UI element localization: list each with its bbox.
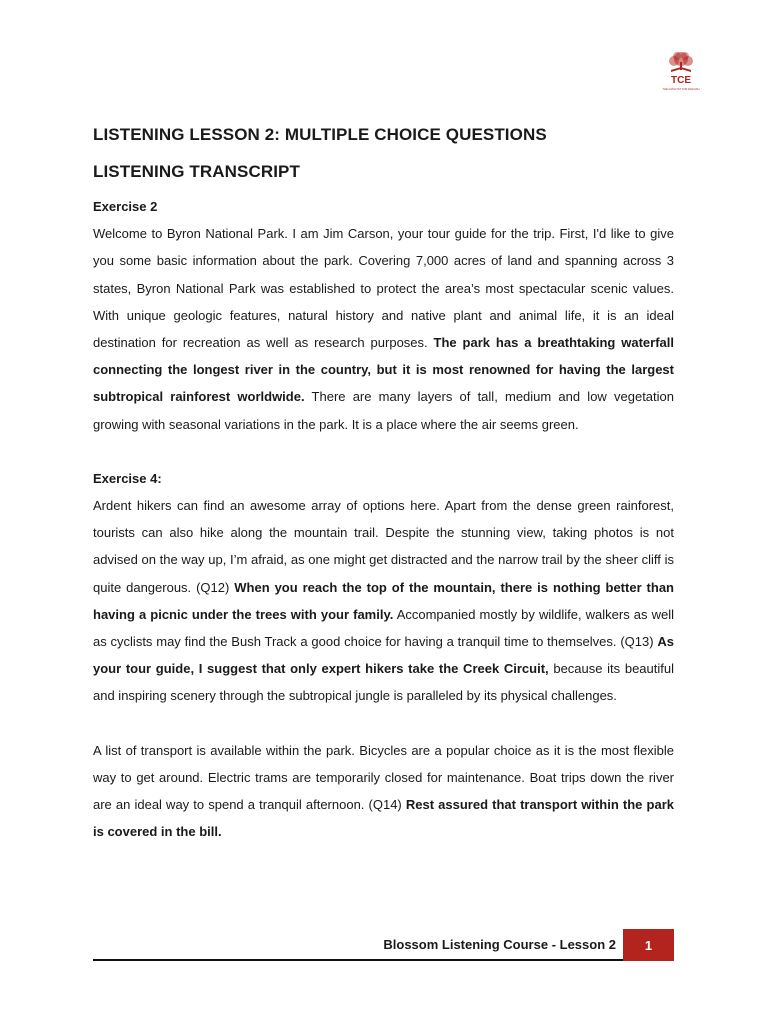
exercise-2-paragraph xyxy=(93,220,674,438)
lesson-title: LISTENING LESSON 2: MULTIPLE CHOICE QUESTIONS xyxy=(93,125,547,144)
exercise-4-heading: Exercise 4: xyxy=(93,470,162,486)
text-run: Welcome to Byron National Park. I am Jim Carson, your tour guide for the trip. First, I'd like to give you some basic information about the park. Covering 7,000 acres of land and spanning across 3 states, Byron National Park was established to protect the area’s most spectacular scenic values. With unique geologic features, natural history and native plant and animal life, it is an ideal destination for recreation as well as research purposes. xyxy=(93,226,674,351)
page-number: 1 xyxy=(623,929,674,961)
logo-tagline: THE CATALYST FOR ENGLISH xyxy=(662,88,700,91)
transcript-heading: LISTENING TRANSCRIPT xyxy=(93,162,300,181)
exercise-4-paragraph-2 xyxy=(93,737,674,846)
text-run: A list of transport is available within the park. Bicycles are a popular choice as it is the most flexible way to get around. Electric trams are temporarily closed for maintenance. Boat trips down the river are an ideal way to spend a tranquil afternoon. (Q14) xyxy=(93,742,674,813)
highlighted-answer-q13: As your tour guide, I suggest that only expert hikers take the Creek Circuit, xyxy=(93,634,674,677)
exercise-2-heading: Exercise 2 xyxy=(93,199,158,214)
tree-logo-icon xyxy=(658,50,704,96)
logo-text: TCE xyxy=(671,75,691,86)
highlighted-answer: The park has a breathtaking waterfall connecting the longest river in the country, but it is most renowned for having the largest subtropical rainforest worldwide. xyxy=(93,335,674,405)
text-run: Accompanied mostly by wildlife, walkers as well as cyclists may find the Bush Track a good choice for having a tranquil time to themselves. (Q13) xyxy=(93,606,674,650)
tce-logo xyxy=(658,50,704,96)
exercise-4-paragraph-1 xyxy=(93,492,674,710)
highlighted-answer-q14: Rest assured that transport within the park is covered in the bill. xyxy=(93,797,674,840)
footer-course-title: Blossom Listening Course - Lesson 2 xyxy=(383,937,616,952)
highlighted-answer-q12: When you reach the top of the mountain, there is nothing better than having a picnic under the trees with your family. xyxy=(93,579,675,622)
document-body xyxy=(93,124,674,845)
text-run: There are many layers of tall, medium and low vegetation growing with seasonal variations in the park. It is a place where the air seems green. xyxy=(93,389,674,432)
footer-divider xyxy=(93,959,623,961)
text-run: Ardent hikers can find an awesome array of options here. Apart from the dense green rainforest, tourists can also hike along the mountain trail. Despite the stunning view, taking photos is not advised on the way up, I’m afraid, as one might get distracted and the narrow trail by the sheer cliff is quite dangerous. (Q12) xyxy=(93,498,674,595)
text-run: because its beautiful and inspiring scenery through the subtropical jungle is paralleled by its physical challenges. xyxy=(93,661,674,704)
